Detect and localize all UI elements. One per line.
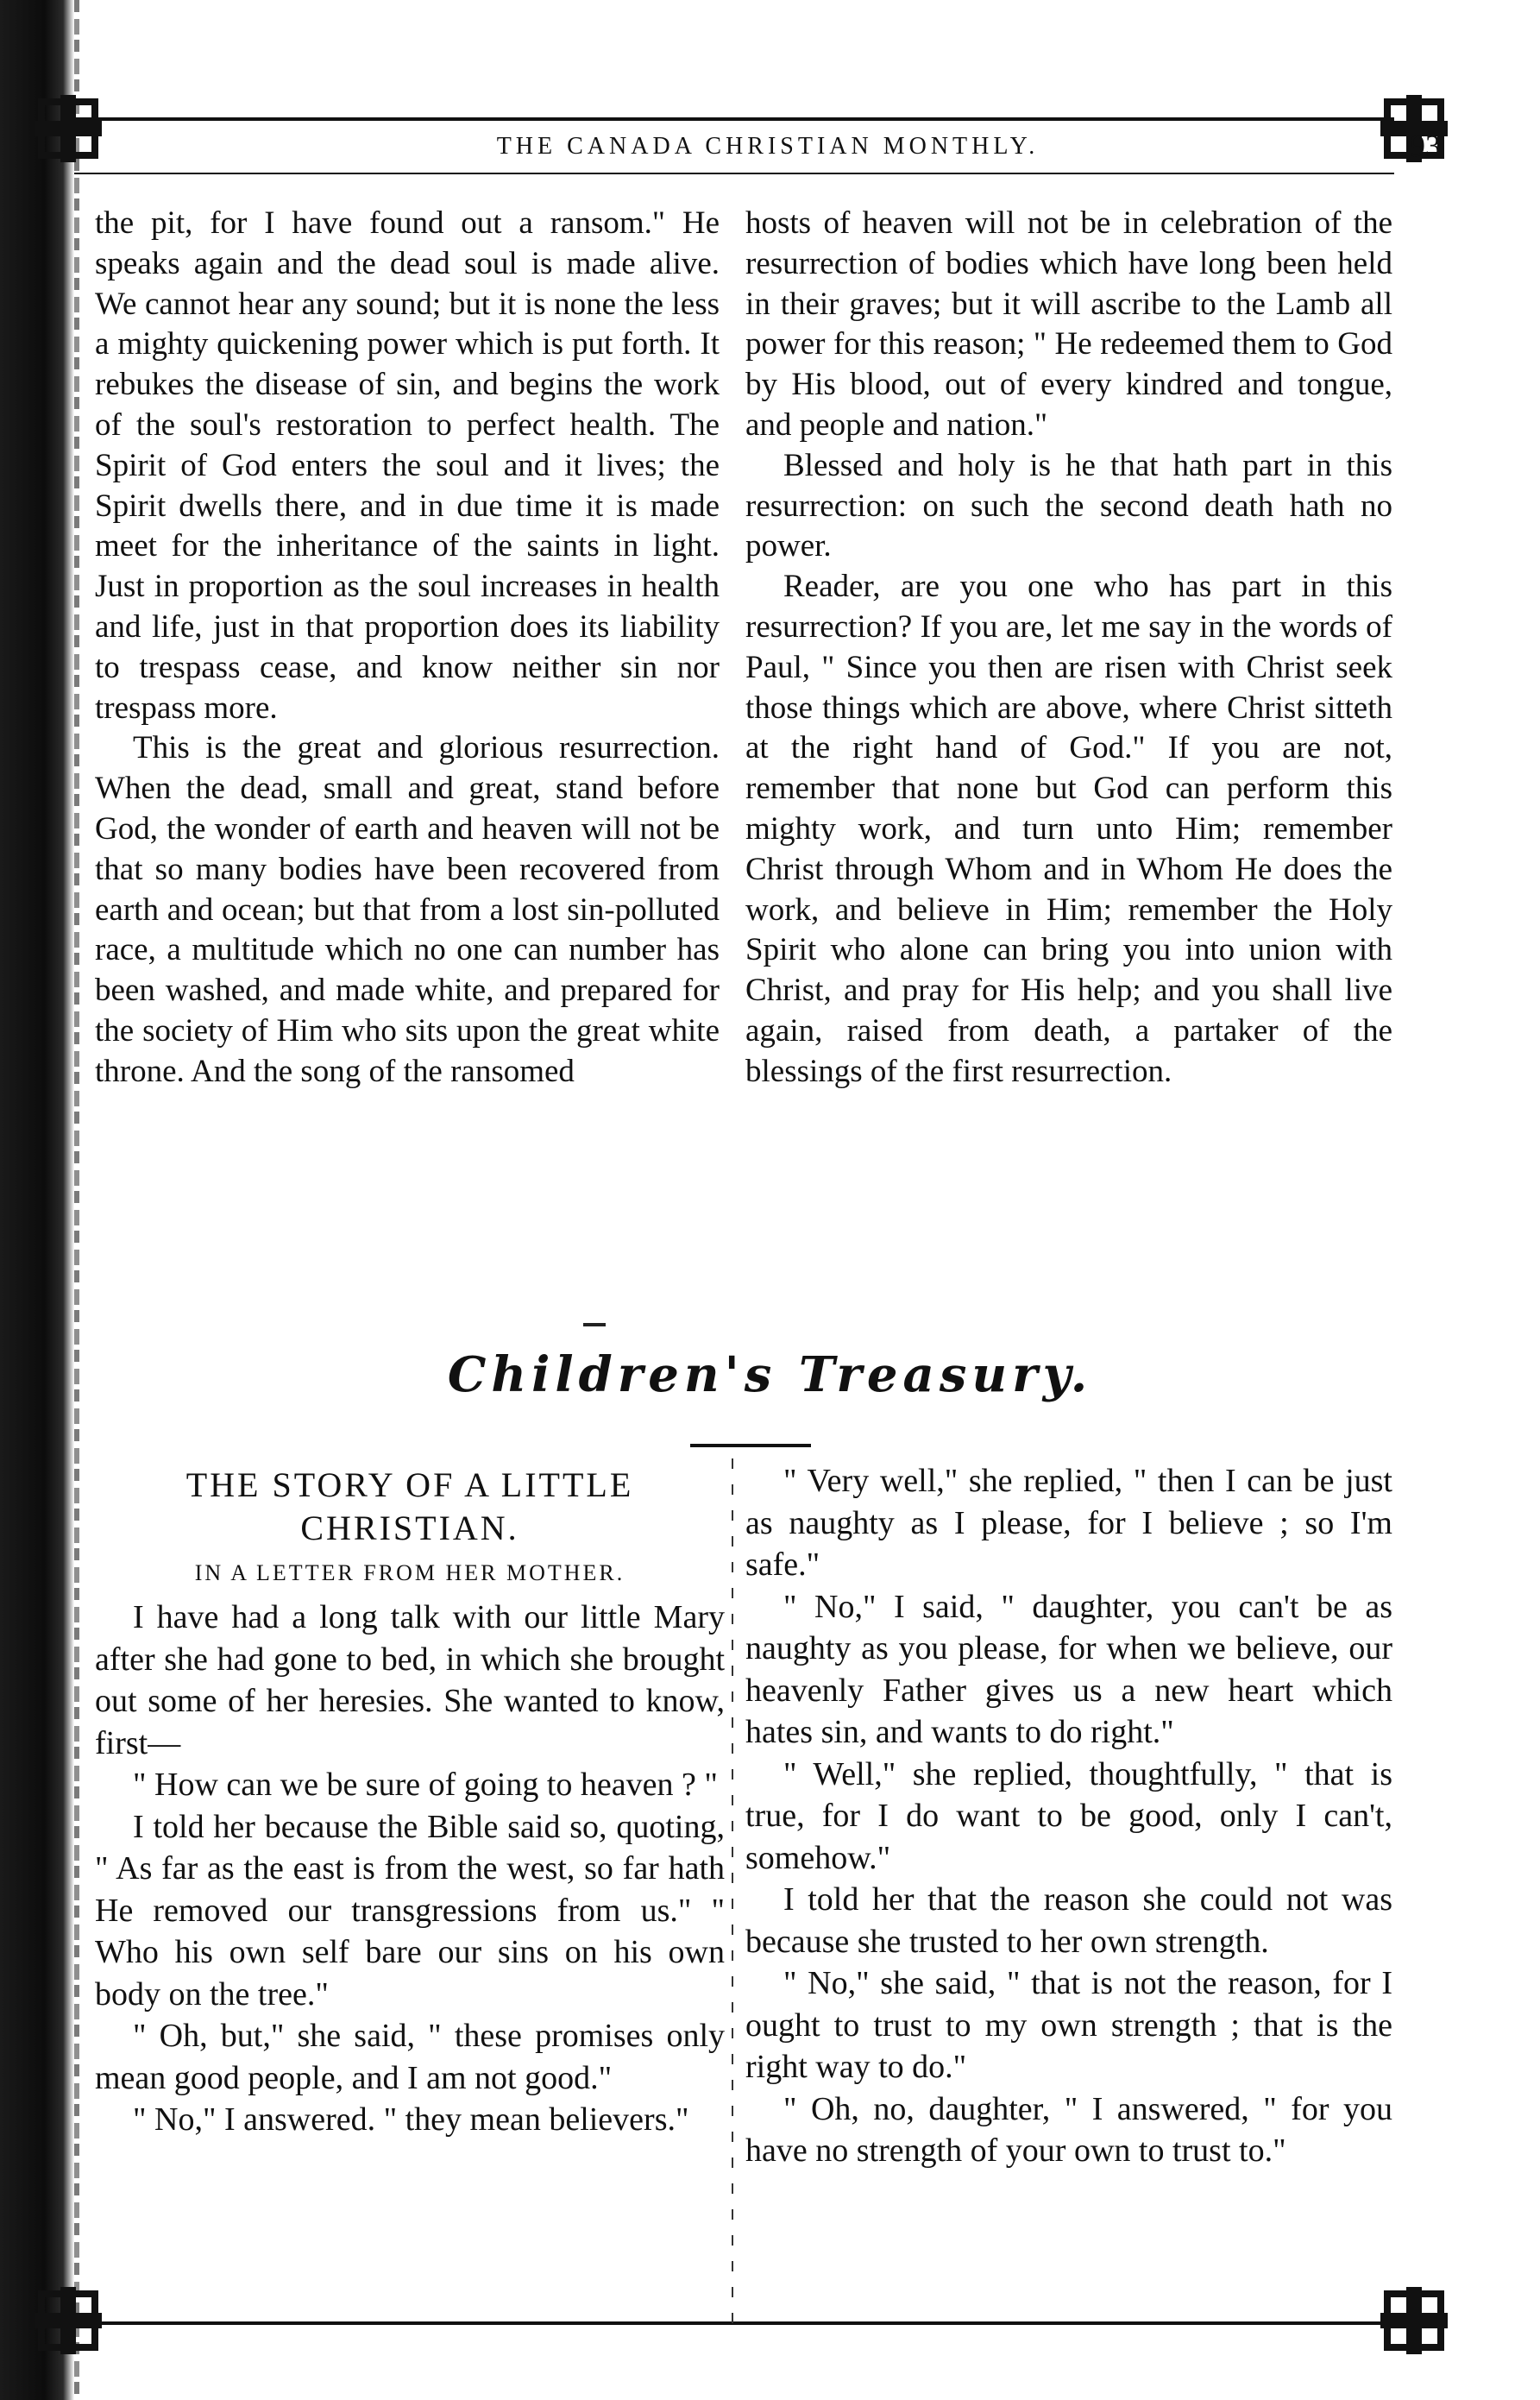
paragraph: " How can we be sure of going to heaven ? " xyxy=(133,1767,718,1803)
corner-ornament-icon xyxy=(35,2287,102,2354)
paragraph: I told her that the reason she could not was because she trusted to her own strength. xyxy=(745,1881,1392,1960)
top-rule-thin xyxy=(74,173,1394,174)
paragraph: " No," I answered. " they mean believers." xyxy=(133,2101,689,2138)
bottom-rule xyxy=(74,2321,1394,2325)
paragraph: " Oh, but," she said, " these promises only mean good people, and I am not good." xyxy=(95,2018,725,2096)
paragraph: Reader, are you one who has part in this resurrection? If you are, let me say in the words of Paul, " Since you then are risen with Christ seek those things which are above, where Christ sitteth at the right hand of God." If you are not, remember that none but God can perform this mighty work, and turn unto Him; remember Christ through Whom and in Whom He does the work, and believe in Him; remember the Holy Spirit who alone can bring you into union with Christ, and pray for His help; and you shall live again, raised from death, a partaker of the blessings of the first resurrection. xyxy=(745,569,1392,1089)
column-bottom-right xyxy=(745,1460,1392,2172)
section-title: Children's Treasury. xyxy=(447,1346,1093,1403)
story-title: THE STORY OF A LITTLE CHRISTIAN. xyxy=(185,1465,634,1547)
story-subtitle: IN A LETTER FROM HER MOTHER. xyxy=(194,1560,625,1585)
paragraph: hosts of heaven will not be in celebration of the resurrection of bodies which have long been held in their graves; but it will ascribe to the Lamb all power for this reason; " He redeemed them to God by His blood, out of every kindred and tongue, and people and nation." xyxy=(745,205,1392,443)
column-top-right xyxy=(745,204,1392,1093)
paragraph: " Very well," she replied, " then I can be just as naughty as I please, for I believe ; so I'm safe." xyxy=(745,1463,1392,1583)
corner-ornament-icon xyxy=(1380,2287,1448,2354)
corner-ornament-icon xyxy=(35,95,102,162)
paragraph: I have had a long talk with our little Mary after she had gone to bed, in which she brought out some of her heresies. She wanted to know, first— xyxy=(95,1599,725,1761)
page-header xyxy=(95,128,1441,169)
paragraph: " Well," she replied, thoughtfully, " that is true, for I do want to be good, only I can't, somehow." xyxy=(745,1755,1392,1876)
book-spine-shadow xyxy=(0,0,74,2400)
paragraph: " Oh, no, daughter, " I answered, " for you have no strength of your own to trust to." xyxy=(745,2090,1392,2169)
paragraph: This is the great and glorious resurrection. When the dead, small and great, stand before God, the wonder of earth and heaven will not be that so many bodies have been recovered from earth and ocean; but that from a lost sin-polluted race, a multitude which no one can number has been washed, and made white, and prepared for the society of Him who sits upon the great white throne. And the song of the ransomed xyxy=(95,730,720,1089)
top-rule xyxy=(74,117,1394,121)
paragraph: the pit, for I have found out a ransom." He speaks again and the dead soul is made alive. We cannot hear any sound; but it is none the less a mighty quickening power which is put forth. It rebukes the disease of sin, and begins the work of the soul's restoration to perfect health. The Spirit of God enters the soul and it lives; the Spirit dwells there, and in due time it is made meet for the inheritance of the saints in light. Just in proportion as the soul increases in health and life, just in that proportion does its liability to trespass cease, and know neither sin nor trespass more. xyxy=(95,205,720,726)
running-head: THE CANADA CHRISTIAN MONTHLY. xyxy=(496,133,1040,160)
section-separator xyxy=(583,1323,606,1326)
section-rule xyxy=(690,1444,811,1447)
column-top-left xyxy=(95,204,720,1093)
column-divider xyxy=(732,1458,733,2330)
paragraph: Blessed and holy is he that hath part in this resurrection: on such the second death hath no power. xyxy=(745,447,1392,564)
paragraph: I told her because the Bible said so, quoting, " As far as the east is from the west, so far hath He removed our transgressions from us." " Who his own self bare our sins on his own body on the tree." xyxy=(95,1808,725,2013)
paragraph: " No," she said, " that is not the reason, for I ought to trust to my own strength ; that is the right way to do." xyxy=(745,1965,1392,2085)
paragraph: " No," I said, " daughter, you can't be as naughty as you please, for when we believe, our heavenly Father gives us a new heart which hates sin, and wants to do right." xyxy=(745,1588,1392,1750)
column-bottom-left xyxy=(95,1597,725,2141)
page-number: 93 xyxy=(1410,129,1441,163)
